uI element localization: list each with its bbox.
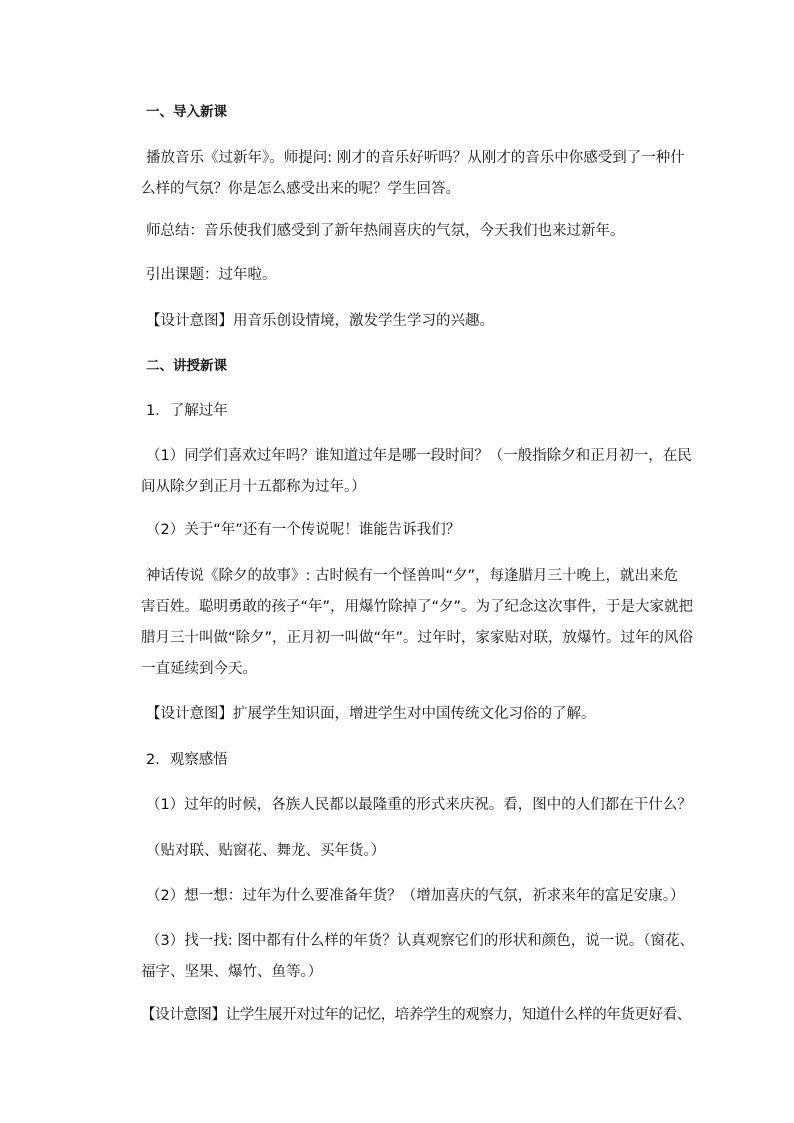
paragraph-line: （3）找一找: 图中都有什么样的年货？认真观察它们的形状和颜色，说一说。（窗花、 [146,933,694,949]
observation-1: （1）过年的时候，各族人民都以最隆重的形式来庆祝。看，图中的人们都在干什么？ [146,797,692,813]
design-intent-2: 【设计意图】扩展学生知识面，增进学生对中国传统文化习俗的了解。 [146,706,596,722]
question-2: （2）关于“年”还有一个传说呢！谁能告诉我们？ [146,522,461,538]
paragraph-line: 腊月三十叫做“除夕”，正月初一叫做“年”。过年时，家家贴对联，放爆竹。过年的风俗 [141,630,694,646]
observation-2: （2）想一想：过年为什么要准备年货？（增加喜庆的气氛，祈求来年的富足安康。） [146,888,685,904]
paragraph-line: 神话传说《除夕的故事》: 古时候有一个怪兽叫“夕”，每逢腊月三十晚上，就出来危 [146,568,679,584]
observation-1-answer: （贴对联、贴窗花、舞龙、买年货。） [146,843,386,859]
subheading-observe: 2．观察感悟 [146,752,228,768]
section-heading-2: 二、讲授新课 [146,358,227,374]
paragraph-line: 一直延续到今天。 [141,661,257,677]
paragraph-line: 么样的气氛？你是怎么感受出来的呢？学生回答。 [141,181,460,197]
section-heading-1: 一、导入新课 [146,104,227,120]
paragraph-teacher-summary: 师总结：音乐使我们感受到了新年热闹喜庆的气氛，今天我们也来过新年。 [146,223,625,239]
paragraph-music-question [141,143,685,205]
paragraph-line: （1）同学们喜欢过年吗？谁知道过年是哪一段时间？（一般指除夕和正月初一，在民 [146,448,692,464]
design-intent-1: 【设计意图】用音乐创设情境，激发学生学习的兴趣。 [146,313,494,329]
subheading-understand-new-year: 1．了解过年 [146,403,228,419]
paragraph-line: 福字、坚果、爆竹、鱼等。） [141,964,323,980]
question-1 [141,441,692,503]
paragraph-myth [141,561,694,685]
paragraph-line: 播放音乐《过新年》。师提问: 刚才的音乐好听吗？从刚才的音乐中你感受到了一种什 [146,150,685,166]
design-intent-3: 【设计意图】让学生展开对过年的记忆，培养学生的观察力，知道什么样的年货更好看、 [141,1007,691,1023]
paragraph-line: 间从除夕到正月十五都称为过年。） [141,479,366,495]
paragraph-lesson-title: 引出课题：过年啦。 [146,267,277,283]
paragraph-line: 害百姓。聪明勇敢的孩子“年”，用爆竹除掉了“夕”。为了纪念这次事件，于是大家就把 [141,599,694,615]
observation-3 [141,926,694,988]
